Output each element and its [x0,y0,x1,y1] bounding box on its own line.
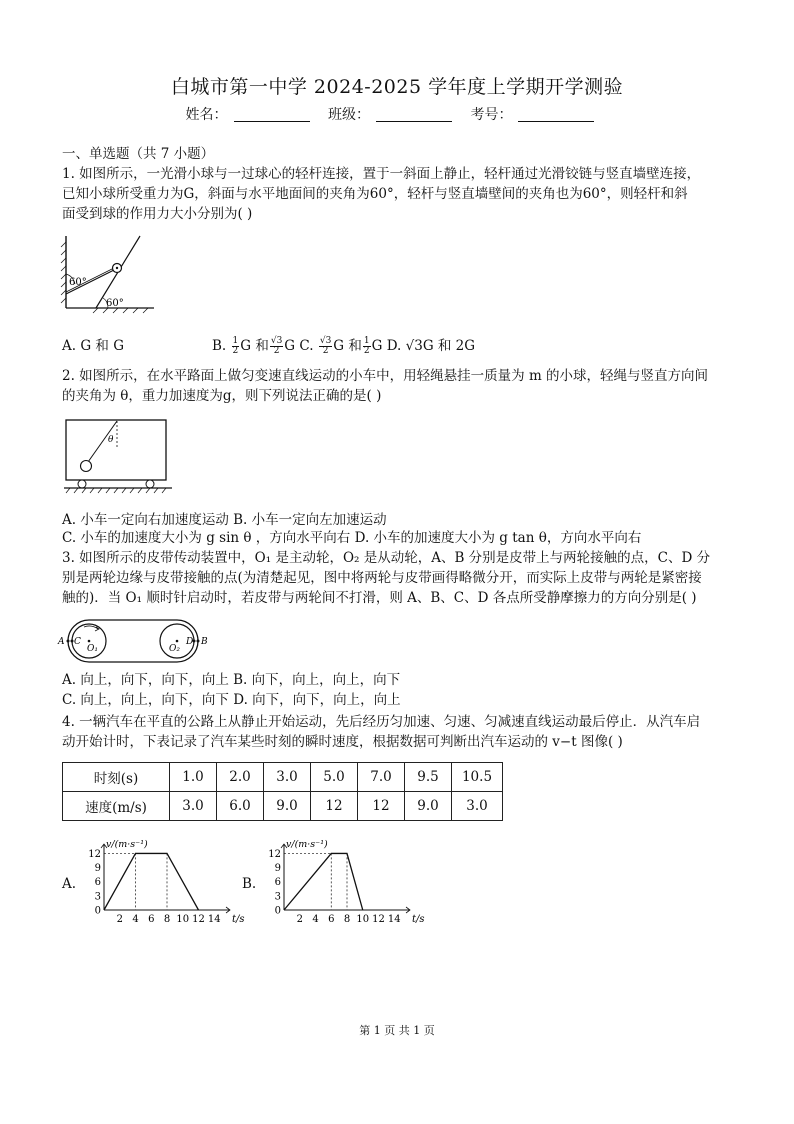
class-blank[interactable] [376,107,452,122]
x-axis-label: t/s [412,914,425,925]
x-tick-label: 12 [372,914,385,925]
y-tick-label: 3 [94,891,101,903]
series-line [104,853,199,910]
q1-options [62,336,742,356]
table-cell: 9.0 [264,792,311,821]
y-tick-label: 12 [268,848,281,860]
exam-number-label: 考号： [470,107,513,123]
table-header-cell: 时刻(s) [63,763,170,792]
y-tick-label: 9 [274,863,281,875]
q1-fig-slope-angle: 60° [106,298,124,309]
table-row [63,792,503,821]
q4-option-a[interactable]: A. [62,876,77,892]
q1-fraction-root: $\frac{√3}{2}$ [270,336,283,356]
q1-text-line-3: 面受到球的作用力大小分别为( ) [62,206,253,222]
q2-fig-angle: θ [108,435,114,445]
x-tick-label: 4 [312,914,319,925]
x-tick-label: 4 [132,914,139,925]
table-cell: 7.0 [358,763,405,792]
y-axis-label: v/(m·s⁻¹) [286,839,328,850]
q4-chart-a [84,838,244,930]
q4-text-line-2: 动开始计时，下表记录了汽车某些时刻的瞬时速度，根据数据可判断出汽车运动的 v−t 图像( ) [62,734,623,750]
x-tick-label: 12 [192,914,205,925]
y-tick-label: 3 [274,891,281,903]
table-cell: 3.0 [452,792,503,821]
y-tick-label: 0 [274,905,281,917]
y-tick-label: 6 [94,877,101,889]
x-tick-label: 8 [163,914,171,925]
q2-figure [62,418,174,496]
table-cell: 6.0 [217,792,264,821]
q1-option-b[interactable]: B. $\frac{1}{2}$ G 和 $\frac{√3}{2}$ G [212,336,296,356]
q2-options-cd[interactable]: C. 小车的加速度大小为 g sin θ ，方向水平向右 D. 小车的加速度大小为 g tan θ，方向水平向右 [62,530,642,546]
q1-option-a[interactable]: A. G 和 G [62,338,124,354]
y-tick-label: 0 [94,905,101,917]
q3-fig-label-o1: O₁ [87,644,98,654]
q3-fig-label-o2: O₂ [169,644,180,654]
table-cell: 12 [311,792,358,821]
table-row [63,763,503,792]
q1-option-c[interactable]: C. $\frac{√3}{2}$ G 和 $\frac{1}{2}$ G [299,336,383,356]
q1-fraction-root: $\frac{√3}{2}$ [319,336,332,356]
table-cell: 5.0 [311,763,358,792]
student-info-row [0,104,794,124]
exam-number-blank[interactable] [518,107,594,122]
q3-text-line-3: 触的)．当 O₁ 顺时针启动时，若皮带与两轮间不打滑，则 A、B、C、D 各点所受静摩擦力的方向分别是( ) [62,590,697,606]
table-cell: 9.5 [405,763,452,792]
name-label: 姓名： [185,107,228,123]
q1-fraction-half: $\frac{1}{2}$ [232,336,239,356]
q2-text-line-1: 2. 如图所示，在水平路面上做匀变速直线运动的小车中，用轻绳悬挂一质量为 m 的小球，轻绳与竖直方向间 [62,368,709,384]
page-footer: 第 1 页 共 1 页 [359,1024,435,1037]
q2-text-line-2: 的夹角为 θ，重力加速度为g，则下列说法正确的是( ) [62,388,382,404]
x-tick-label: 6 [328,914,335,925]
table-cell: 10.5 [452,763,503,792]
q3-options-ab[interactable]: A. 向上，向下，向下，向上 B. 向下，向上，向上，向下 [62,672,401,688]
q4-option-b[interactable]: B. [242,876,257,892]
x-tick-label: 6 [148,914,155,925]
table-header-cell: 速度(m/s) [63,792,170,821]
name-blank[interactable] [234,107,310,122]
q3-fig-label-a: A [58,637,65,647]
table-cell: 9.0 [405,792,452,821]
section-heading: 一、单选题（共 7 小题） [62,146,215,162]
x-tick-label: 8 [343,914,351,925]
q1-fraction-half: $\frac{1}{2}$ [363,336,370,356]
y-axis-label: v/(m·s⁻¹) [106,839,148,850]
x-axis-label: t/s [232,914,245,925]
q2-options-ab[interactable]: A. 小车一定向右加速度运动 B. 小车一定向左加速运动 [62,512,387,528]
y-tick-label: 9 [94,863,101,875]
table-cell: 2.0 [217,763,264,792]
q3-options-cd[interactable]: C. 向上，向上，向下，向下 D. 向下，向下，向上，向上 [62,692,401,708]
q3-figure [60,618,210,664]
table-cell: 3.0 [170,792,217,821]
q3-fig-label-b: B [201,637,208,647]
q1-text-line-1: 1. 如图所示，一光滑小球与一过球心的轻杆连接，置于一斜面上静止，轻杆通过光滑铰链与竖直墙壁连接， [62,166,701,182]
q1-option-d[interactable]: D. √3G 和 2G [386,338,476,354]
q1-fig-wall-angle: 60° [69,277,87,288]
x-tick-label: 2 [116,914,123,925]
q3-fig-label-d: D [186,637,194,647]
x-tick-label: 2 [296,914,303,925]
q4-speed-table [62,762,503,821]
x-tick-label: 10 [176,914,190,925]
class-label: 班级： [328,107,370,123]
series-line [284,853,363,910]
q4-chart-b [264,838,424,930]
page-title: 白城市第一中学 2024-2025 学年度上学期开学测验 [170,76,624,98]
x-tick-label: 10 [356,914,370,925]
q4-text-line-1: 4. 一辆汽车在平直的公路上从静止开始运动，先后经历匀加速、匀速、匀减速直线运动最后停止．从汽车启 [62,714,701,730]
y-tick-label: 12 [88,848,101,860]
x-tick-label: 14 [207,914,221,925]
x-tick-label: 14 [387,914,401,925]
q3-fig-label-c: C [74,637,81,647]
y-tick-label: 6 [274,877,281,889]
table-cell: 1.0 [170,763,217,792]
table-cell: 3.0 [264,763,311,792]
q3-text-line-2: 别是两轮边缘与皮带接触的点(为清楚起见，图中将两轮与皮带画得略微分开，而实际上皮带与两轮是紧密接 [62,570,702,586]
q3-text-line-1: 3. 如图所示的皮带传动装置中，O₁ 是主动轮，O₂ 是从动轮，A、B 分别是皮带上与两轮接触的点，C、D 分 [62,550,711,566]
q1-text-line-2: 已知小球所受重力为G，斜面与水平地面间的夹角为60°，轻杆与竖直墙壁间的夹角也为60°，则轻杆和斜 [62,186,688,202]
q1-figure [58,232,158,314]
table-cell: 12 [358,792,405,821]
